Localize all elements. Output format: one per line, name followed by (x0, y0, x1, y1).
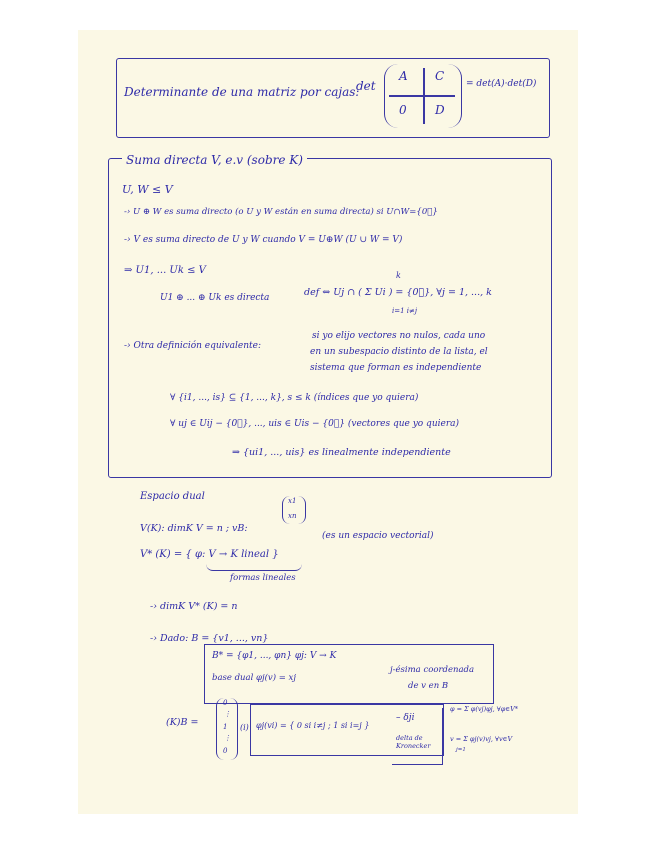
dual-heading: Espacio dual (140, 491, 205, 502)
box1-line-c: j-ésima coordenada (390, 665, 475, 675)
matrix-a: A (399, 69, 408, 83)
delta-symbol: – δji (396, 713, 415, 723)
box1-line-d: de v en B (408, 681, 449, 691)
dual-line-2-sub: formas lineales (230, 573, 296, 583)
suma-line-5a: U1 ⊕ ... ⊕ Uk es directa (160, 293, 270, 303)
dual-line-2: V* (K) = { φ: V → K lineal } (140, 549, 279, 560)
matrix-d: D (435, 103, 445, 117)
dual-line-2-note: (es un espacio vectorial) (322, 531, 434, 541)
col-entry-5: 0 (223, 747, 228, 755)
suma-line-6d: sistema que forman es independiente (310, 363, 482, 373)
dual-line-3: -› dimK V* (K) = n (150, 601, 238, 612)
col-entry-1: 0 (223, 699, 228, 707)
suma-line-6b: si yo elijo vectores no nulos, cada uno (312, 331, 486, 341)
dual-line-1: V(K): dimK V = n ; vB: (140, 523, 248, 534)
dual-line-4: -› Dado: B = {v1, ..., vn} (150, 633, 269, 644)
determinant-result: = det(A)·det(D) (466, 79, 537, 89)
notebook-page (78, 30, 578, 814)
col-entry-4: ⋮ (224, 734, 231, 742)
vec-bottom: xn (288, 512, 297, 520)
dual-expansion-sub: j=1 (456, 747, 466, 753)
kb-label: (K)B = (166, 717, 199, 728)
col-entry-3: 1 (223, 723, 228, 731)
coordinate-vector (282, 496, 306, 524)
sum-subscript: i=1 i≠j (392, 307, 418, 315)
dual-expansion-2: v = Σ φj(v)vj, ∀v∈V (450, 735, 513, 743)
matrix-c: C (435, 69, 445, 83)
determinant-title: Determinante de una matriz por cajas: (124, 85, 360, 99)
suma-directa-box (108, 158, 552, 478)
unit-column-vector (216, 698, 238, 760)
formas-lineales-brace (206, 564, 302, 571)
suma-line-5b: def ⇔ Uj ∩ ( Σ Ui ) = {0⃗}, ∀j = 1, ..., k (304, 287, 492, 298)
suma-line-7: ∀ {i1, ..., is} ⊆ {1, ..., k}, s ≤ k (índices que yo quiera) (170, 393, 419, 403)
col-entry-2: ⋮ (224, 710, 231, 718)
matrix-zero: 0 (399, 103, 407, 117)
suma-line-6: -› Otra definición equivalente: (124, 341, 261, 351)
suma-heading: Suma directa V, e.v (sobre K) (122, 154, 307, 166)
kronecker-definition: φj(vi) = { 0 si i≠j ; 1 si i=j } (256, 721, 370, 730)
vec-top: x1 (288, 497, 297, 505)
block-matrix (384, 64, 462, 128)
det-prefix: det (356, 79, 376, 93)
suma-line-9: ⇒ {ui1, ..., uis} es linealmente independiente (232, 447, 451, 458)
delta-note: delta de Kronecker (396, 734, 431, 751)
dual-expansion-1: φ = Σ φ(vj)φj, ∀φ∈V* (450, 705, 519, 713)
suma-line-2: -› U ⊕ W es suma directo (o U y W están en suma directa) si U∩W={0⃗} (124, 207, 438, 217)
suma-line-1: U, W ≤ V (122, 183, 173, 196)
suma-line-6c: en un subespacio distinto de la lista, el (310, 347, 488, 357)
suma-line-3: -› V es suma directo de U y W cuando V = U⊕W (U ∪ W = V) (124, 235, 403, 245)
box1-line-a: B* = {φ1, ..., φn} φj: V → K (212, 651, 337, 661)
suma-line-8: ∀ uj ∈ Uij − {0⃗}, ..., uis ∈ Uis − {0⃗} (vectores que yo quiera) (170, 419, 460, 429)
col-index-note: (i) (240, 723, 249, 732)
suma-line-4: ⇒ U1, ... Uk ≤ V (124, 265, 206, 276)
box1-line-b: base dual φj(v) = xj (212, 673, 296, 683)
sum-superscript: k (396, 271, 401, 280)
